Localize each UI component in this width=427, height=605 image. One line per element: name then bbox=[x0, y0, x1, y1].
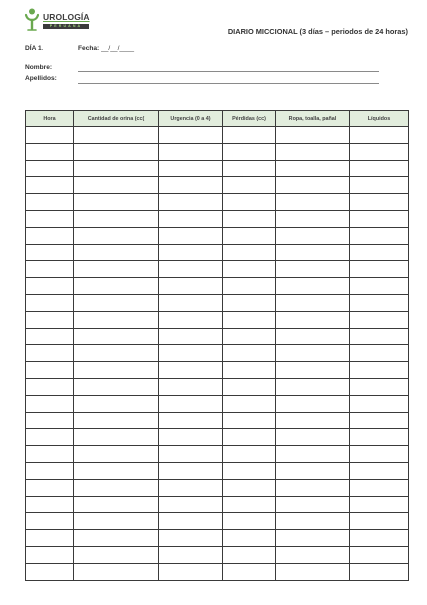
cell-clothing[interactable] bbox=[276, 462, 350, 479]
cell-hour[interactable] bbox=[26, 446, 74, 463]
diary-table bbox=[25, 110, 409, 581]
cell-urgency[interactable] bbox=[159, 127, 223, 144]
cell-hour[interactable] bbox=[26, 244, 74, 261]
cell-hour[interactable] bbox=[26, 345, 74, 362]
cell-leaks[interactable] bbox=[223, 311, 276, 328]
table-row bbox=[26, 395, 409, 412]
table-row bbox=[26, 328, 409, 345]
date-field bbox=[78, 45, 134, 52]
cell-urgency[interactable] bbox=[159, 530, 223, 547]
cell-urgency[interactable] bbox=[159, 345, 223, 362]
cell-clothing[interactable] bbox=[276, 563, 350, 580]
cell-leaks[interactable] bbox=[223, 378, 276, 395]
cell-urine-amount[interactable] bbox=[74, 160, 159, 177]
cell-hour[interactable] bbox=[26, 311, 74, 328]
cell-urine-amount[interactable] bbox=[74, 177, 159, 194]
cell-hour[interactable] bbox=[26, 395, 74, 412]
cell-urgency[interactable] bbox=[159, 462, 223, 479]
cell-urine-amount[interactable] bbox=[74, 345, 159, 362]
cell-clothing[interactable] bbox=[276, 278, 350, 295]
cell-liquids[interactable] bbox=[350, 513, 409, 530]
cell-leaks[interactable] bbox=[223, 210, 276, 227]
cell-urgency[interactable] bbox=[159, 446, 223, 463]
table-row bbox=[26, 530, 409, 547]
cell-urgency[interactable] bbox=[159, 210, 223, 227]
cell-urgency[interactable] bbox=[159, 479, 223, 496]
cell-leaks[interactable] bbox=[223, 479, 276, 496]
day-label-suffix: . bbox=[41, 45, 44, 52]
cell-clothing[interactable] bbox=[276, 513, 350, 530]
cell-liquids[interactable] bbox=[350, 160, 409, 177]
cell-hour[interactable] bbox=[26, 210, 74, 227]
cell-urgency[interactable] bbox=[159, 513, 223, 530]
cell-hour[interactable] bbox=[26, 530, 74, 547]
cell-urine-amount[interactable] bbox=[74, 311, 159, 328]
cell-liquids[interactable] bbox=[350, 194, 409, 211]
cell-leaks[interactable] bbox=[223, 446, 276, 463]
name-label: Nombre: bbox=[25, 64, 53, 71]
table-row bbox=[26, 513, 409, 530]
cell-urine-amount[interactable] bbox=[74, 429, 159, 446]
cell-leaks[interactable] bbox=[223, 194, 276, 211]
cell-hour[interactable] bbox=[26, 194, 74, 211]
cell-urine-amount[interactable] bbox=[74, 479, 159, 496]
cell-hour[interactable] bbox=[26, 563, 74, 580]
cell-hour[interactable] bbox=[26, 328, 74, 345]
table-row bbox=[26, 362, 409, 379]
table-header-row bbox=[26, 111, 409, 127]
cell-urgency[interactable] bbox=[159, 546, 223, 563]
table-row bbox=[26, 278, 409, 295]
cell-liquids[interactable] bbox=[350, 345, 409, 362]
cell-urgency[interactable] bbox=[159, 563, 223, 580]
table-row bbox=[26, 563, 409, 580]
table-row bbox=[26, 429, 409, 446]
cell-leaks[interactable] bbox=[223, 412, 276, 429]
cell-urgency[interactable] bbox=[159, 378, 223, 395]
cell-hour[interactable] bbox=[26, 261, 74, 278]
cell-urine-amount[interactable] bbox=[74, 362, 159, 379]
cell-clothing[interactable] bbox=[276, 412, 350, 429]
cell-leaks[interactable] bbox=[223, 429, 276, 446]
cell-urgency[interactable] bbox=[159, 261, 223, 278]
cell-urgency[interactable] bbox=[159, 278, 223, 295]
cell-hour[interactable] bbox=[26, 143, 74, 160]
cell-urine-amount[interactable] bbox=[74, 278, 159, 295]
cell-hour[interactable] bbox=[26, 412, 74, 429]
cell-urgency[interactable] bbox=[159, 412, 223, 429]
table-row bbox=[26, 412, 409, 429]
cell-clothing[interactable] bbox=[276, 311, 350, 328]
cell-leaks[interactable] bbox=[223, 530, 276, 547]
cell-urgency[interactable] bbox=[159, 244, 223, 261]
cell-clothing[interactable] bbox=[276, 177, 350, 194]
table-row bbox=[26, 294, 409, 311]
cell-liquids[interactable] bbox=[350, 244, 409, 261]
name-field-line[interactable] bbox=[78, 71, 379, 72]
cell-clothing[interactable] bbox=[276, 395, 350, 412]
cell-clothing[interactable] bbox=[276, 345, 350, 362]
cell-clothing[interactable] bbox=[276, 261, 350, 278]
surname-label: Apellidos: bbox=[25, 75, 57, 82]
column-header-clothing: Ropa, toalla, pañal bbox=[276, 111, 350, 127]
cell-liquids[interactable] bbox=[350, 446, 409, 463]
cell-urine-amount[interactable] bbox=[74, 513, 159, 530]
cell-leaks[interactable] bbox=[223, 496, 276, 513]
cell-leaks[interactable] bbox=[223, 227, 276, 244]
cell-urine-amount[interactable] bbox=[74, 546, 159, 563]
document-title: DIARIO MICCIONAL (3 días – periodos de 24 horas) bbox=[227, 27, 408, 36]
cell-urgency[interactable] bbox=[159, 143, 223, 160]
table-row bbox=[26, 194, 409, 211]
column-header-urgency: Urgencia (0 a 4) bbox=[159, 111, 223, 127]
cell-liquids[interactable] bbox=[350, 530, 409, 547]
cell-liquids[interactable] bbox=[350, 177, 409, 194]
cell-liquids[interactable] bbox=[350, 210, 409, 227]
cell-liquids[interactable] bbox=[350, 546, 409, 563]
cell-liquids[interactable] bbox=[350, 328, 409, 345]
cell-liquids[interactable] bbox=[350, 143, 409, 160]
cell-clothing[interactable] bbox=[276, 378, 350, 395]
table-row bbox=[26, 496, 409, 513]
cell-urgency[interactable] bbox=[159, 294, 223, 311]
cell-urine-amount[interactable] bbox=[74, 244, 159, 261]
cell-clothing[interactable] bbox=[276, 530, 350, 547]
cell-urgency[interactable] bbox=[159, 177, 223, 194]
cell-hour[interactable] bbox=[26, 429, 74, 446]
date-value[interactable]: __/__/____ bbox=[99, 45, 135, 52]
cell-hour[interactable] bbox=[26, 362, 74, 379]
column-header-leaks: Pérdidas (cc) bbox=[223, 111, 276, 127]
cell-urine-amount[interactable] bbox=[74, 143, 159, 160]
table-row bbox=[26, 227, 409, 244]
table-row bbox=[26, 210, 409, 227]
cell-leaks[interactable] bbox=[223, 513, 276, 530]
column-header-urine-amount: Cantidad de orina (cc( bbox=[74, 111, 159, 127]
cell-liquids[interactable] bbox=[350, 479, 409, 496]
cell-clothing[interactable] bbox=[276, 227, 350, 244]
cell-leaks[interactable] bbox=[223, 462, 276, 479]
cell-liquids[interactable] bbox=[350, 294, 409, 311]
table-row bbox=[26, 446, 409, 463]
table-row bbox=[26, 143, 409, 160]
cell-urine-amount[interactable] bbox=[74, 378, 159, 395]
cell-hour[interactable] bbox=[26, 479, 74, 496]
cell-urgency[interactable] bbox=[159, 429, 223, 446]
cell-urine-amount[interactable] bbox=[74, 210, 159, 227]
cell-leaks[interactable] bbox=[223, 143, 276, 160]
cell-leaks[interactable] bbox=[223, 395, 276, 412]
cell-clothing[interactable] bbox=[276, 210, 350, 227]
cell-hour[interactable] bbox=[26, 278, 74, 295]
cell-urgency[interactable] bbox=[159, 496, 223, 513]
cell-clothing[interactable] bbox=[276, 362, 350, 379]
table-row bbox=[26, 160, 409, 177]
cell-liquids[interactable] bbox=[350, 378, 409, 395]
cell-urgency[interactable] bbox=[159, 328, 223, 345]
cell-liquids[interactable] bbox=[350, 278, 409, 295]
cell-clothing[interactable] bbox=[276, 143, 350, 160]
cell-urine-amount[interactable] bbox=[74, 294, 159, 311]
cell-liquids[interactable] bbox=[350, 462, 409, 479]
day-label-text: DÍA 1 bbox=[25, 45, 42, 52]
cell-liquids[interactable] bbox=[350, 429, 409, 446]
cell-leaks[interactable] bbox=[223, 546, 276, 563]
cell-urgency[interactable] bbox=[159, 160, 223, 177]
cell-leaks[interactable] bbox=[223, 294, 276, 311]
cell-urine-amount[interactable] bbox=[74, 446, 159, 463]
cell-hour[interactable] bbox=[26, 127, 74, 144]
cell-hour[interactable] bbox=[26, 177, 74, 194]
cell-clothing[interactable] bbox=[276, 429, 350, 446]
cell-liquids[interactable] bbox=[350, 496, 409, 513]
cell-liquids[interactable] bbox=[350, 412, 409, 429]
cell-leaks[interactable] bbox=[223, 362, 276, 379]
diary-table-body bbox=[26, 127, 409, 581]
cell-leaks[interactable] bbox=[223, 328, 276, 345]
cell-hour[interactable] bbox=[26, 546, 74, 563]
logo-sub-text: PERUANA bbox=[43, 24, 89, 29]
column-header-hour: Hora bbox=[26, 111, 74, 127]
cell-urine-amount[interactable] bbox=[74, 261, 159, 278]
table-row bbox=[26, 378, 409, 395]
surname-field-line[interactable] bbox=[78, 83, 379, 84]
cell-liquids[interactable] bbox=[350, 311, 409, 328]
table-row bbox=[26, 345, 409, 362]
cell-urine-amount[interactable] bbox=[74, 227, 159, 244]
cell-urgency[interactable] bbox=[159, 227, 223, 244]
cell-liquids[interactable] bbox=[350, 395, 409, 412]
table-row bbox=[26, 261, 409, 278]
logo-brand-text: UROLOGÍA bbox=[43, 12, 90, 22]
cell-leaks[interactable] bbox=[223, 244, 276, 261]
cell-urgency[interactable] bbox=[159, 395, 223, 412]
cell-leaks[interactable] bbox=[223, 345, 276, 362]
cell-leaks[interactable] bbox=[223, 278, 276, 295]
cell-liquids[interactable] bbox=[350, 227, 409, 244]
cell-urine-amount[interactable] bbox=[74, 563, 159, 580]
day-label bbox=[25, 45, 43, 52]
cell-liquids[interactable] bbox=[350, 261, 409, 278]
cell-urine-amount[interactable] bbox=[74, 530, 159, 547]
cell-clothing[interactable] bbox=[276, 446, 350, 463]
cell-urgency[interactable] bbox=[159, 194, 223, 211]
cell-clothing[interactable] bbox=[276, 194, 350, 211]
cell-urine-amount[interactable] bbox=[74, 127, 159, 144]
cell-liquids[interactable] bbox=[350, 127, 409, 144]
cell-hour[interactable] bbox=[26, 294, 74, 311]
cell-clothing[interactable] bbox=[276, 546, 350, 563]
cell-urine-amount[interactable] bbox=[74, 462, 159, 479]
cell-urine-amount[interactable] bbox=[74, 328, 159, 345]
cell-hour[interactable] bbox=[26, 227, 74, 244]
table-row bbox=[26, 244, 409, 261]
cell-urine-amount[interactable] bbox=[74, 496, 159, 513]
table-row bbox=[26, 177, 409, 194]
cell-liquids[interactable] bbox=[350, 362, 409, 379]
cell-hour[interactable] bbox=[26, 160, 74, 177]
table-row bbox=[26, 462, 409, 479]
date-label-text: Fecha: bbox=[78, 45, 100, 52]
logo-figure-icon bbox=[24, 8, 40, 32]
cell-clothing[interactable] bbox=[276, 479, 350, 496]
table-row bbox=[26, 311, 409, 328]
cell-hour[interactable] bbox=[26, 496, 74, 513]
cell-clothing[interactable] bbox=[276, 294, 350, 311]
cell-urine-amount[interactable] bbox=[74, 194, 159, 211]
cell-liquids[interactable] bbox=[350, 563, 409, 580]
column-header-liquids: Líquidos bbox=[350, 111, 409, 127]
cell-leaks[interactable] bbox=[223, 563, 276, 580]
table-row bbox=[26, 479, 409, 496]
cell-leaks[interactable] bbox=[223, 127, 276, 144]
cell-leaks[interactable] bbox=[223, 261, 276, 278]
cell-clothing[interactable] bbox=[276, 160, 350, 177]
cell-urgency[interactable] bbox=[159, 362, 223, 379]
cell-leaks[interactable] bbox=[223, 160, 276, 177]
cell-hour[interactable] bbox=[26, 513, 74, 530]
cell-urine-amount[interactable] bbox=[74, 395, 159, 412]
cell-clothing[interactable] bbox=[276, 244, 350, 261]
cell-urgency[interactable] bbox=[159, 311, 223, 328]
cell-urine-amount[interactable] bbox=[74, 412, 159, 429]
cell-clothing[interactable] bbox=[276, 328, 350, 345]
logo bbox=[24, 8, 94, 34]
cell-hour[interactable] bbox=[26, 378, 74, 395]
cell-hour[interactable] bbox=[26, 462, 74, 479]
table-row bbox=[26, 127, 409, 144]
cell-leaks[interactable] bbox=[223, 177, 276, 194]
cell-clothing[interactable] bbox=[276, 127, 350, 144]
table-row bbox=[26, 546, 409, 563]
cell-clothing[interactable] bbox=[276, 496, 350, 513]
